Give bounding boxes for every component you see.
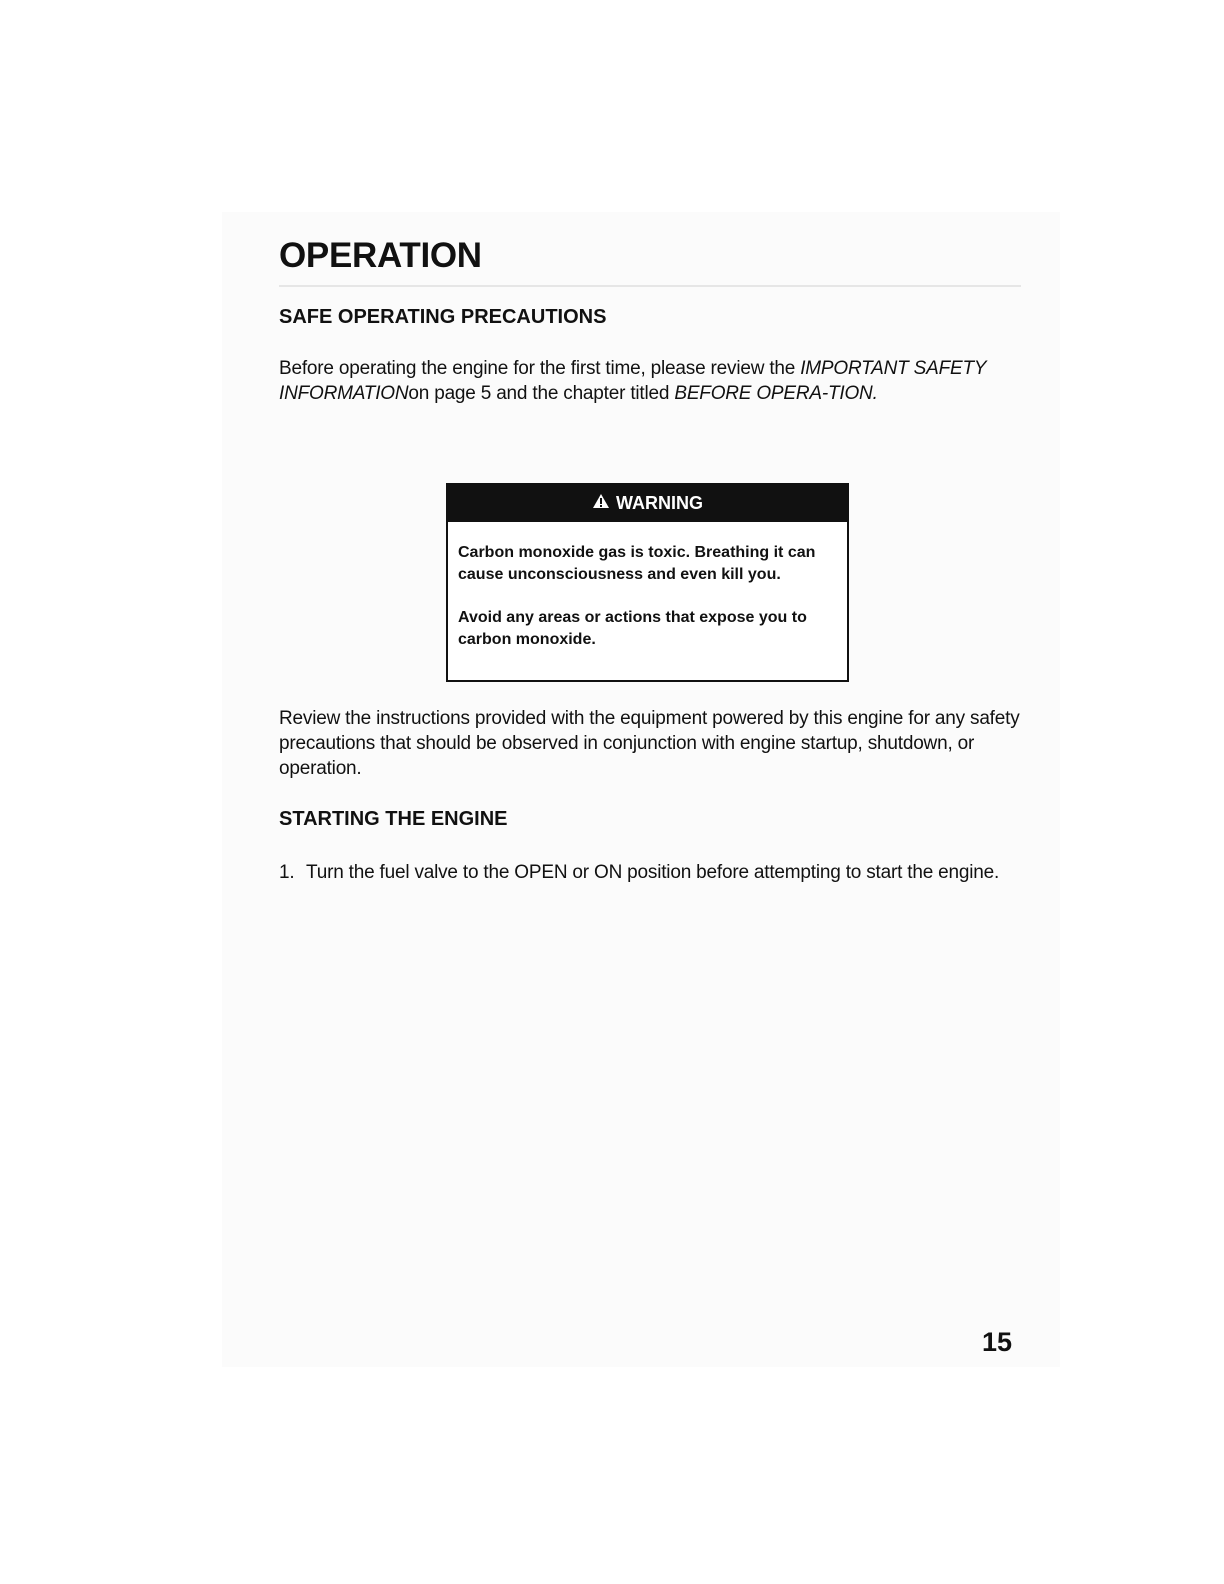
page-number: 15 xyxy=(982,1327,1013,1357)
warning-body xyxy=(448,522,847,651)
list-item-text: Turn the fuel valve to the OPEN or ON position before attempting to start the engine. xyxy=(306,862,1000,883)
intro-text-2: on page 5 and the chapter titled xyxy=(408,383,675,404)
warning-box xyxy=(446,483,849,682)
warning-header xyxy=(448,485,847,522)
intro-text-1: Before operating the engine for the first time, please review the xyxy=(279,358,801,379)
section-heading-safe-operating: SAFE OPERATING PRECAUTIONS xyxy=(279,306,607,328)
intro-italic-2: BEFORE OPERA-TION. xyxy=(674,383,878,404)
list-item xyxy=(279,860,1024,885)
intro-italic-1: IMPORTANT SAFETY INFORMATION xyxy=(279,358,986,404)
list-item-number: 1. xyxy=(279,862,295,883)
warning-message-1: Carbon monoxide gas is toxic. Breathing it can cause unconsciousness and even kill you. xyxy=(458,544,816,583)
warning-triangle-icon xyxy=(592,493,610,514)
section-heading-starting: STARTING THE ENGINE xyxy=(279,808,508,830)
warning-message-2: Avoid any areas or actions that expose you to carbon monoxide. xyxy=(458,609,807,648)
page-title: OPERATION xyxy=(279,236,482,275)
warning-label: WARNING xyxy=(616,493,703,513)
intro-paragraph xyxy=(279,356,1024,406)
title-divider xyxy=(279,285,1021,287)
review-paragraph: Review the instructions provided with the equipment powered by this engine for any safety precautions that should be observed in conjunction with engine startup, shutdown, or operation. xyxy=(279,708,1020,779)
